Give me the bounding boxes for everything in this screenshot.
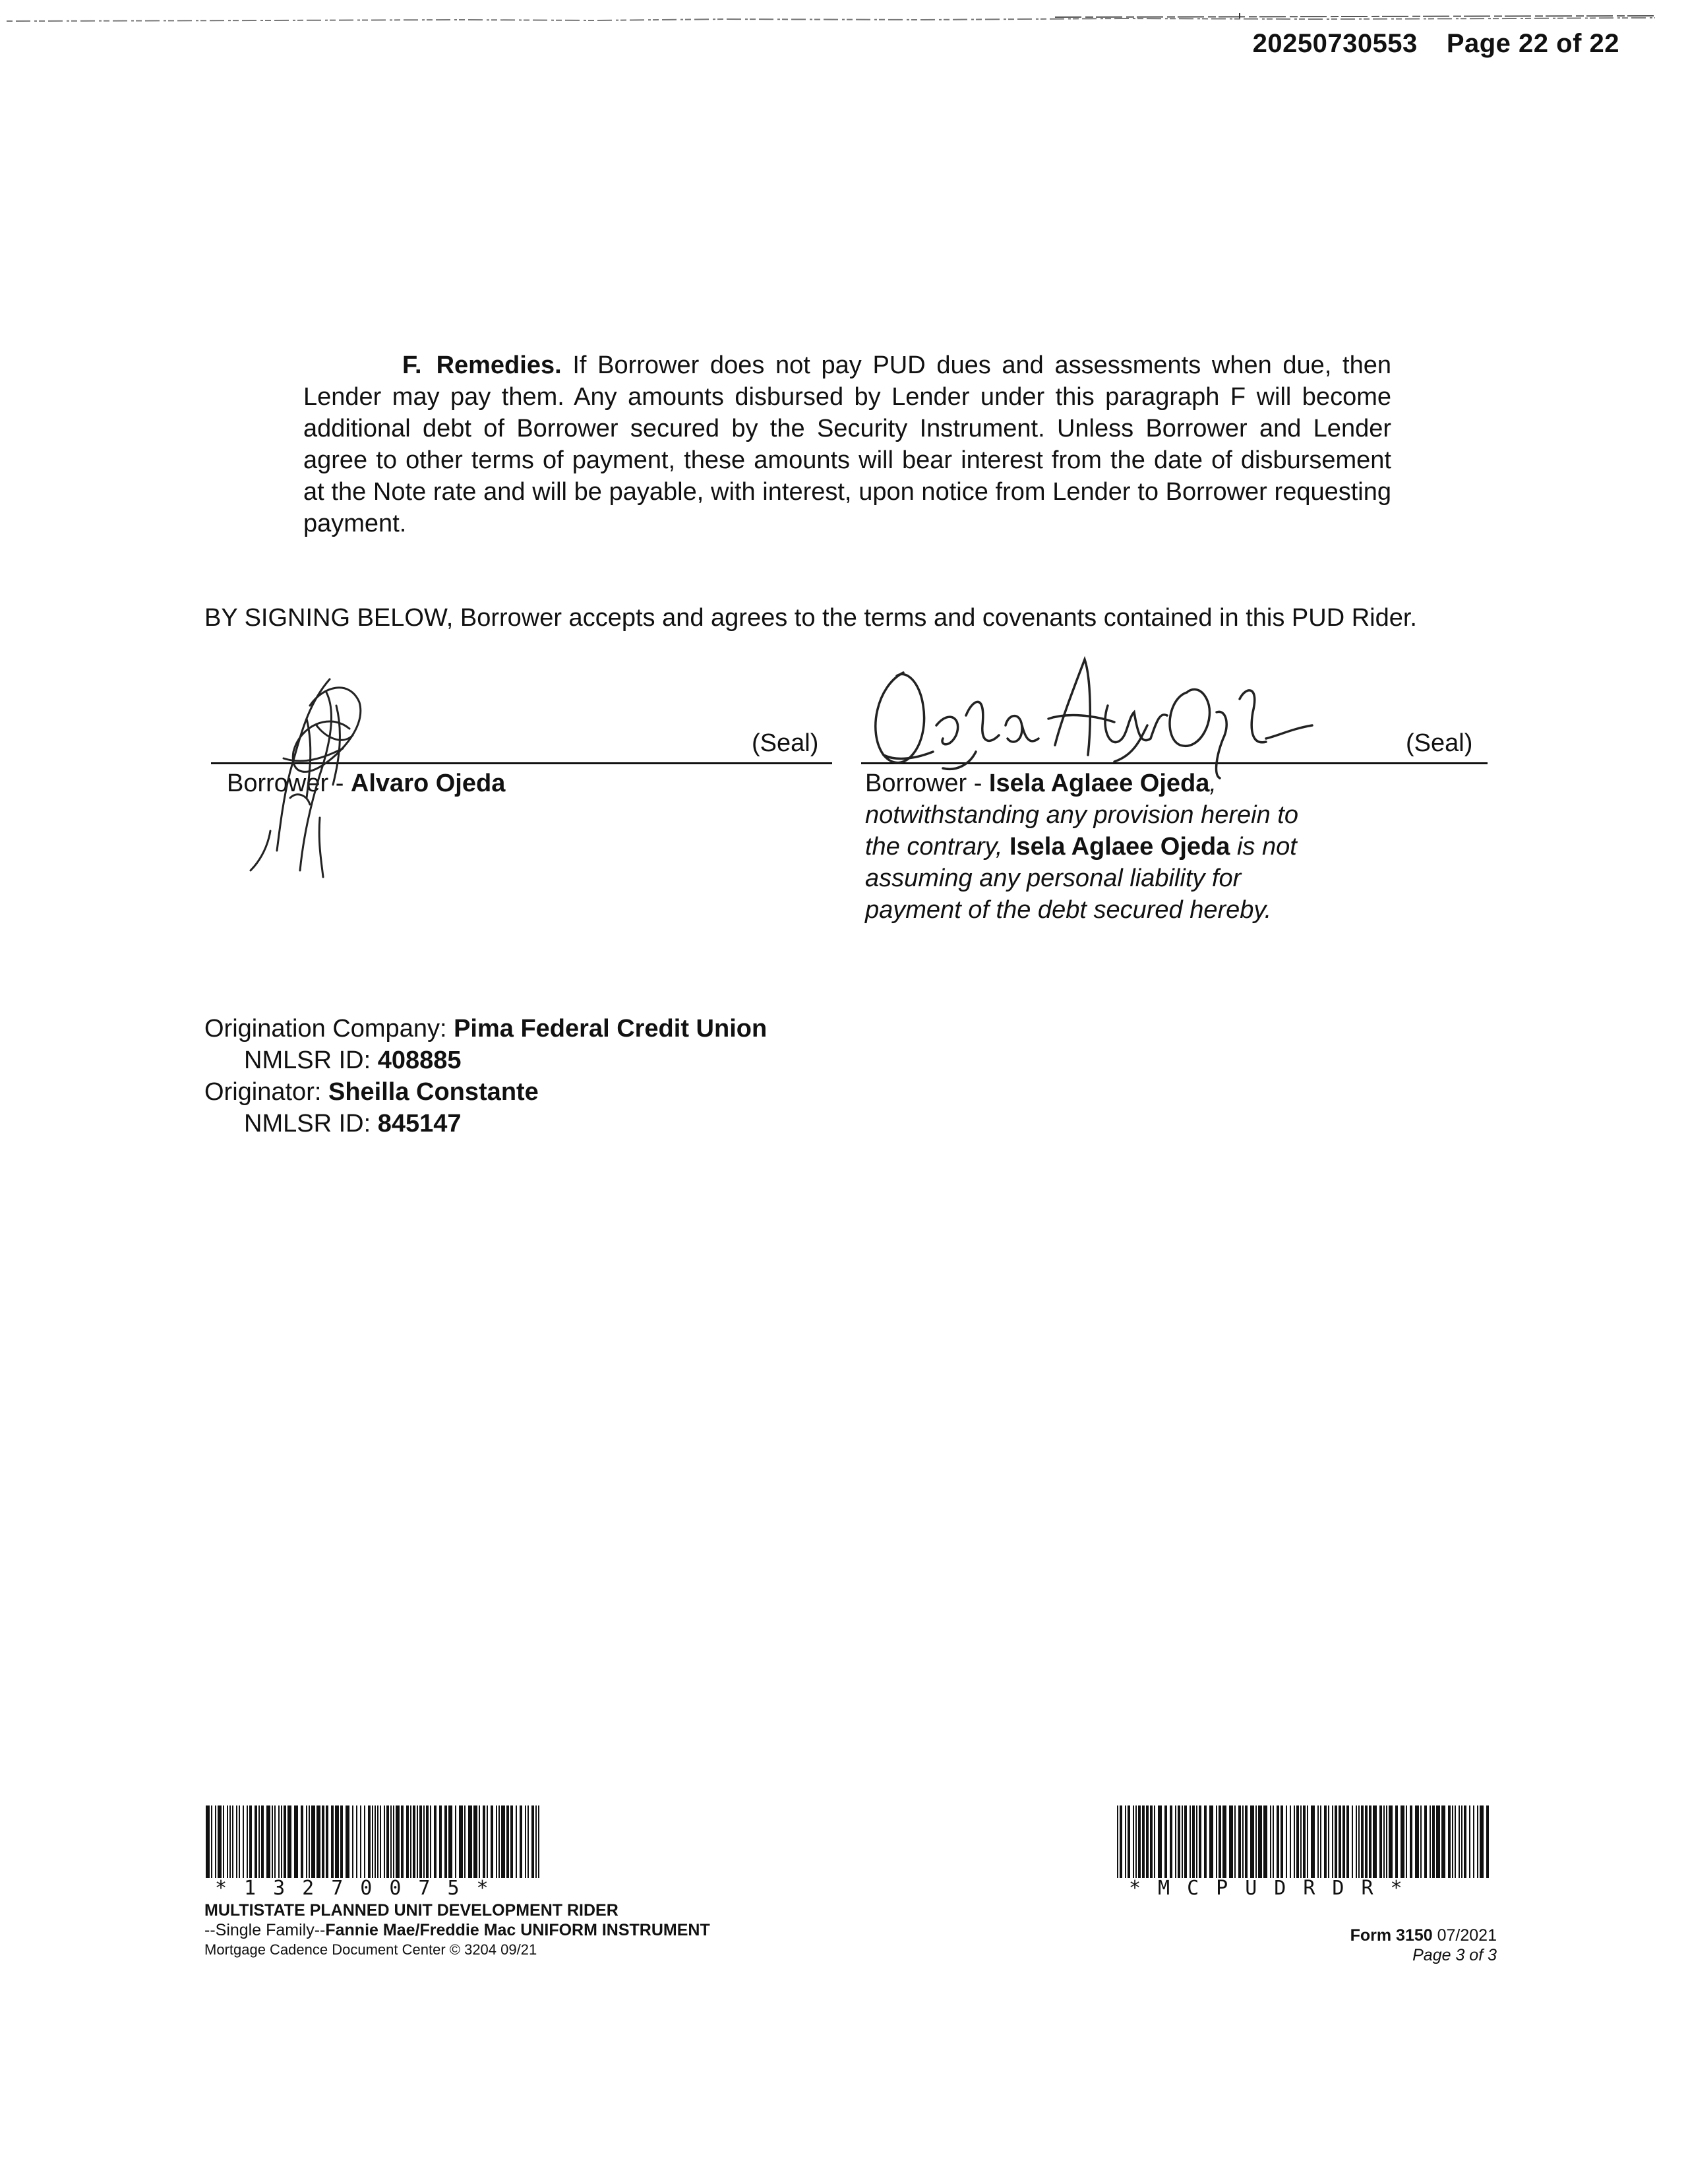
footer-title-line: MULTISTATE PLANNED UNIT DEVELOPMENT RIDER (204, 1901, 618, 1920)
barcode-left-text: *13270075* (215, 1877, 506, 1900)
barcode-bar (287, 1805, 291, 1878)
barcode-bar (430, 1805, 431, 1878)
barcode-bar (1290, 1805, 1291, 1878)
barcode-bar (1273, 1805, 1274, 1878)
barcode-bar (459, 1805, 463, 1878)
barcode-bar (1410, 1805, 1412, 1878)
barcode-bar (1296, 1805, 1299, 1878)
barcode-bar (506, 1805, 509, 1878)
barcode-bar (1317, 1805, 1319, 1878)
company-nmlsr-label: NMLSR ID: (244, 1046, 378, 1074)
barcode-bar (1373, 1805, 1377, 1878)
barcode-bar (1242, 1805, 1244, 1878)
barcode-bar (491, 1805, 493, 1878)
barcode-bar (229, 1805, 231, 1878)
barcode-bar (1196, 1805, 1197, 1878)
barcode-left (206, 1805, 542, 1878)
barcode-bar (1216, 1805, 1217, 1878)
barcode-bar (520, 1805, 522, 1878)
barcode-bar (1386, 1805, 1387, 1878)
barcode-bar (1455, 1805, 1456, 1878)
barcode-bar (1346, 1805, 1349, 1878)
barcode-bar (1294, 1805, 1295, 1878)
barcode-bar (538, 1805, 539, 1878)
barcode-bar (426, 1805, 429, 1878)
remedies-paragraph (303, 349, 1391, 539)
barcode-bar (1358, 1805, 1360, 1878)
originator-nmlsr-label: NMLSR ID: (244, 1110, 378, 1138)
barcode-bar (516, 1805, 517, 1878)
liability-note-name: Isela Aglaee Ojeda (1009, 833, 1230, 861)
barcode-bar (272, 1805, 273, 1878)
barcode-bar (1389, 1805, 1393, 1878)
barcode-bar (1383, 1805, 1385, 1878)
barcode-bar (1332, 1805, 1333, 1878)
barcode-bar (255, 1805, 257, 1878)
barcode-bar (384, 1805, 385, 1878)
company-nmlsr-id: 408885 (377, 1046, 462, 1074)
barcode-bar (1190, 1805, 1191, 1878)
barcode-bar (1441, 1805, 1445, 1878)
origination-company-line (204, 1013, 767, 1045)
barcode-bar (1258, 1805, 1262, 1878)
barcode-bar (1138, 1805, 1141, 1878)
barcode-bar (487, 1805, 488, 1878)
barcode-bar (1150, 1805, 1153, 1878)
barcode-bar (390, 1805, 392, 1878)
barcode-bar (331, 1805, 334, 1878)
barcode-bar (473, 1805, 477, 1878)
remedies-heading (402, 349, 562, 381)
page-number: Page 22 of 22 (1446, 29, 1619, 58)
barcode-bar (1209, 1805, 1213, 1878)
liability-note-part1: , notwithstanding any provision herein to the contrary, (865, 770, 1298, 861)
barcode-bar (1469, 1805, 1470, 1878)
barcode-bar (278, 1805, 280, 1878)
barcode-bar (243, 1805, 244, 1878)
barcode-bar (335, 1805, 339, 1878)
barcode-bar (1339, 1805, 1341, 1878)
barcode-bar (1420, 1805, 1422, 1878)
remedies-body: If Borrower does not pay PUD dues and assessments when due, then Lender may pay them. Any amounts disbursed by Lender under this paragraph F will become additional debt of Borrower secured by the Security Instrument. Unless Borrower and Lender agree to other terms of payment, these amounts will bear interest from the date of disbursement at the Note rate and will be payable, with interest, upon notice from Lender to Borrower requesting payment. (303, 351, 1391, 537)
barcode-bar (1125, 1805, 1126, 1878)
barcode-bar (1424, 1805, 1427, 1878)
barcode-bar (1135, 1805, 1137, 1878)
barcode-bar (419, 1805, 422, 1878)
barcode-bar (1307, 1805, 1308, 1878)
barcode-bar (434, 1805, 437, 1878)
barcode-bar (1250, 1805, 1254, 1878)
signer-prefix-right: Borrower - (865, 770, 989, 797)
barcode-bar (249, 1805, 252, 1878)
barcode-bar (439, 1805, 442, 1878)
barcode-bar (1379, 1805, 1382, 1878)
seal-left: (Seal) (752, 729, 819, 757)
barcode-bar (377, 1805, 378, 1878)
barcode-bar (1448, 1805, 1451, 1878)
signer-label-right (865, 768, 1340, 926)
barcode-bar (1245, 1805, 1248, 1878)
barcode-bar (1199, 1805, 1201, 1878)
barcode-bar (258, 1805, 260, 1878)
barcode-bar (206, 1805, 210, 1878)
barcode-bar (413, 1805, 415, 1878)
barcode-bar (1120, 1805, 1122, 1878)
signature-isela-aglaee-ojeda (857, 646, 1345, 791)
barcode-bar (1234, 1805, 1236, 1878)
barcode-bar (510, 1805, 513, 1878)
barcode-bar (1395, 1805, 1398, 1878)
barcode-bar (340, 1805, 343, 1878)
by-signing-statement: BY SIGNING BELOW, Borrower accepts and agrees to the terms and covenants contained in this PUD Rider. (204, 604, 1417, 632)
origination-company: Pima Federal Credit Union (454, 1015, 768, 1043)
barcode-bar (301, 1805, 303, 1878)
barcode-bar (306, 1805, 307, 1878)
barcode-bar (1270, 1805, 1271, 1878)
footer-document-center: Mortgage Cadence Document Center © 3204 09/21 (204, 1941, 537, 1958)
barcode-bar (215, 1805, 216, 1878)
barcode-bar (1286, 1805, 1287, 1878)
barcode-bar (1170, 1805, 1172, 1878)
barcode-bar (496, 1805, 497, 1878)
barcode-bar (1365, 1805, 1368, 1878)
barcode-bar (1158, 1805, 1162, 1878)
barcode-bar (1352, 1805, 1353, 1878)
barcode-bar (393, 1805, 394, 1878)
barcode-bar (1415, 1805, 1419, 1878)
barcode-bar (294, 1805, 298, 1878)
footer-form-label: Form 3150 (1350, 1926, 1433, 1945)
barcode-bar (1300, 1805, 1302, 1878)
barcode-bar (444, 1805, 447, 1878)
barcode-bar (501, 1805, 505, 1878)
barcode-bar (1342, 1805, 1345, 1878)
barcode-bar (218, 1805, 222, 1878)
barcode-bar (223, 1805, 224, 1878)
remedies-title: Remedies. (436, 351, 562, 379)
barcode-bar (261, 1805, 264, 1878)
barcode-bar (1182, 1805, 1183, 1878)
barcode-bar (1222, 1805, 1226, 1878)
barcode-bar (281, 1805, 282, 1878)
barcode-bar (406, 1805, 409, 1878)
barcode-bar (396, 1805, 400, 1878)
barcode-bar (266, 1805, 270, 1878)
barcode-bar (368, 1805, 371, 1878)
barcode-bar (311, 1805, 315, 1878)
liability-note-part2: is not assuming any personal liability for payment of the debt secured hereby. (865, 833, 1297, 924)
barcode-bar (239, 1805, 240, 1878)
footer-instrument-prefix: --Single Family-- (204, 1921, 326, 1939)
barcode-bar (1369, 1805, 1372, 1878)
originator-line (204, 1076, 767, 1108)
barcode-bar (531, 1805, 534, 1878)
barcode-bar (1459, 1805, 1460, 1878)
remedies-letter: F. (402, 351, 422, 379)
footer-form-info (1350, 1926, 1497, 1965)
barcode-bar (1461, 1805, 1462, 1878)
signer-name-right: Isela Aglaee Ojeda (988, 770, 1210, 797)
barcode-bar (236, 1805, 237, 1878)
barcode-bar (1335, 1805, 1337, 1878)
barcode-bar (316, 1805, 320, 1878)
originator-nmlsr-line (204, 1108, 767, 1139)
barcode-bar (1175, 1805, 1176, 1878)
originator-nmlsr-id: 845147 (377, 1110, 462, 1138)
barcode-bar (1117, 1805, 1118, 1878)
barcode-bar (386, 1805, 389, 1878)
barcode-bar (1204, 1805, 1207, 1878)
barcode-bar (455, 1805, 456, 1878)
barcode-bar (364, 1805, 365, 1878)
barcode-bar (448, 1805, 452, 1878)
barcode-bar (360, 1805, 361, 1878)
barcode-bar (417, 1805, 418, 1878)
barcode-bar (483, 1805, 485, 1878)
barcode-bar (375, 1805, 376, 1878)
signer-prefix-left: Borrower - (227, 770, 351, 797)
barcode-bar (528, 1805, 529, 1878)
footer-instrument-name: Fannie Mae/Freddie Mac UNIFORM INSTRUMENT (325, 1921, 710, 1939)
barcode-bar (1311, 1805, 1315, 1878)
barcode-bar (535, 1805, 537, 1878)
barcode-bar (352, 1805, 353, 1878)
footer-page-of: Page 3 of 3 (1412, 1946, 1497, 1964)
barcode-bar (1464, 1805, 1466, 1878)
barcode-bar (423, 1805, 425, 1878)
barcode-bar (1154, 1805, 1155, 1878)
barcode-bar (1320, 1805, 1321, 1878)
origination-company-label: Origination Company: (204, 1015, 454, 1043)
barcode-bar (1361, 1805, 1364, 1878)
signer-name-left: Alvaro Ojeda (350, 770, 506, 797)
barcode-bar (346, 1805, 349, 1878)
barcode-bar (227, 1805, 228, 1878)
barcode-bar (1430, 1805, 1431, 1878)
barcode-bar (1281, 1805, 1283, 1878)
barcode-bar (1401, 1805, 1404, 1878)
barcode-bar (1255, 1805, 1257, 1878)
barcode-bar (1164, 1805, 1167, 1878)
barcode-bar (1436, 1805, 1440, 1878)
originator-name: Sheilla Constante (328, 1078, 539, 1106)
barcode-bar (372, 1805, 373, 1878)
barcode-bar (1146, 1805, 1149, 1878)
seal-right: (Seal) (1406, 729, 1473, 757)
barcode-bar (1219, 1805, 1221, 1878)
company-nmlsr-line (204, 1045, 767, 1076)
barcode-bar (1277, 1805, 1279, 1878)
barcode-bar (1432, 1805, 1435, 1878)
barcode-bar (380, 1805, 381, 1878)
barcode-bar (309, 1805, 310, 1878)
barcode-bar (284, 1805, 286, 1878)
barcode-bar (410, 1805, 411, 1878)
barcode-bar (401, 1805, 404, 1878)
barcode-bar (525, 1805, 526, 1878)
barcode-bar (1452, 1805, 1453, 1878)
barcode-bar (1238, 1805, 1241, 1878)
footer-instrument-line (204, 1920, 710, 1940)
barcode-bar (1229, 1805, 1233, 1878)
barcode-bar (274, 1805, 276, 1878)
barcode-bar (211, 1805, 212, 1878)
barcode-bar (1192, 1805, 1195, 1878)
page-header (1253, 29, 1619, 59)
barcode-bar (322, 1805, 324, 1878)
barcode-bar (232, 1805, 233, 1878)
barcode-bar (479, 1805, 480, 1878)
barcode-bar (1142, 1805, 1145, 1878)
document-number: 20250730553 (1252, 29, 1418, 58)
barcode-bar (1477, 1805, 1478, 1878)
originator-label: Originator: (204, 1078, 328, 1106)
barcode-bar (1480, 1805, 1484, 1878)
barcode-bar (356, 1805, 357, 1878)
barcode-bar (1133, 1805, 1134, 1878)
barcode-bar (1328, 1805, 1329, 1878)
barcode-bar (1486, 1805, 1489, 1878)
barcode-bar (468, 1805, 472, 1878)
barcode-bar (1184, 1805, 1187, 1878)
footer-form-line (1350, 1926, 1497, 1945)
scan-edge-noise (0, 13, 1662, 22)
barcode-bar (1406, 1805, 1407, 1878)
barcode-bar (464, 1805, 466, 1878)
barcode-right-text: *MCPUDRDR* (1129, 1877, 1420, 1900)
barcode-bar (1356, 1805, 1357, 1878)
barcode-bar (326, 1805, 328, 1878)
barcode-bar (1178, 1805, 1180, 1878)
barcode-bar (498, 1805, 500, 1878)
barcode-bar (247, 1805, 248, 1878)
origination-info (204, 1013, 767, 1139)
footer-form-date: 07/2021 (1432, 1926, 1497, 1945)
barcode-bar (1473, 1805, 1474, 1878)
barcode-bar (1263, 1805, 1267, 1878)
barcode-right (1117, 1805, 1493, 1878)
signature-alvaro-ojeda (244, 666, 396, 884)
barcode-bar (1324, 1805, 1327, 1878)
footer-form-title (204, 1900, 710, 1960)
barcode-bar (1128, 1805, 1130, 1878)
barcode-bar (1303, 1805, 1306, 1878)
